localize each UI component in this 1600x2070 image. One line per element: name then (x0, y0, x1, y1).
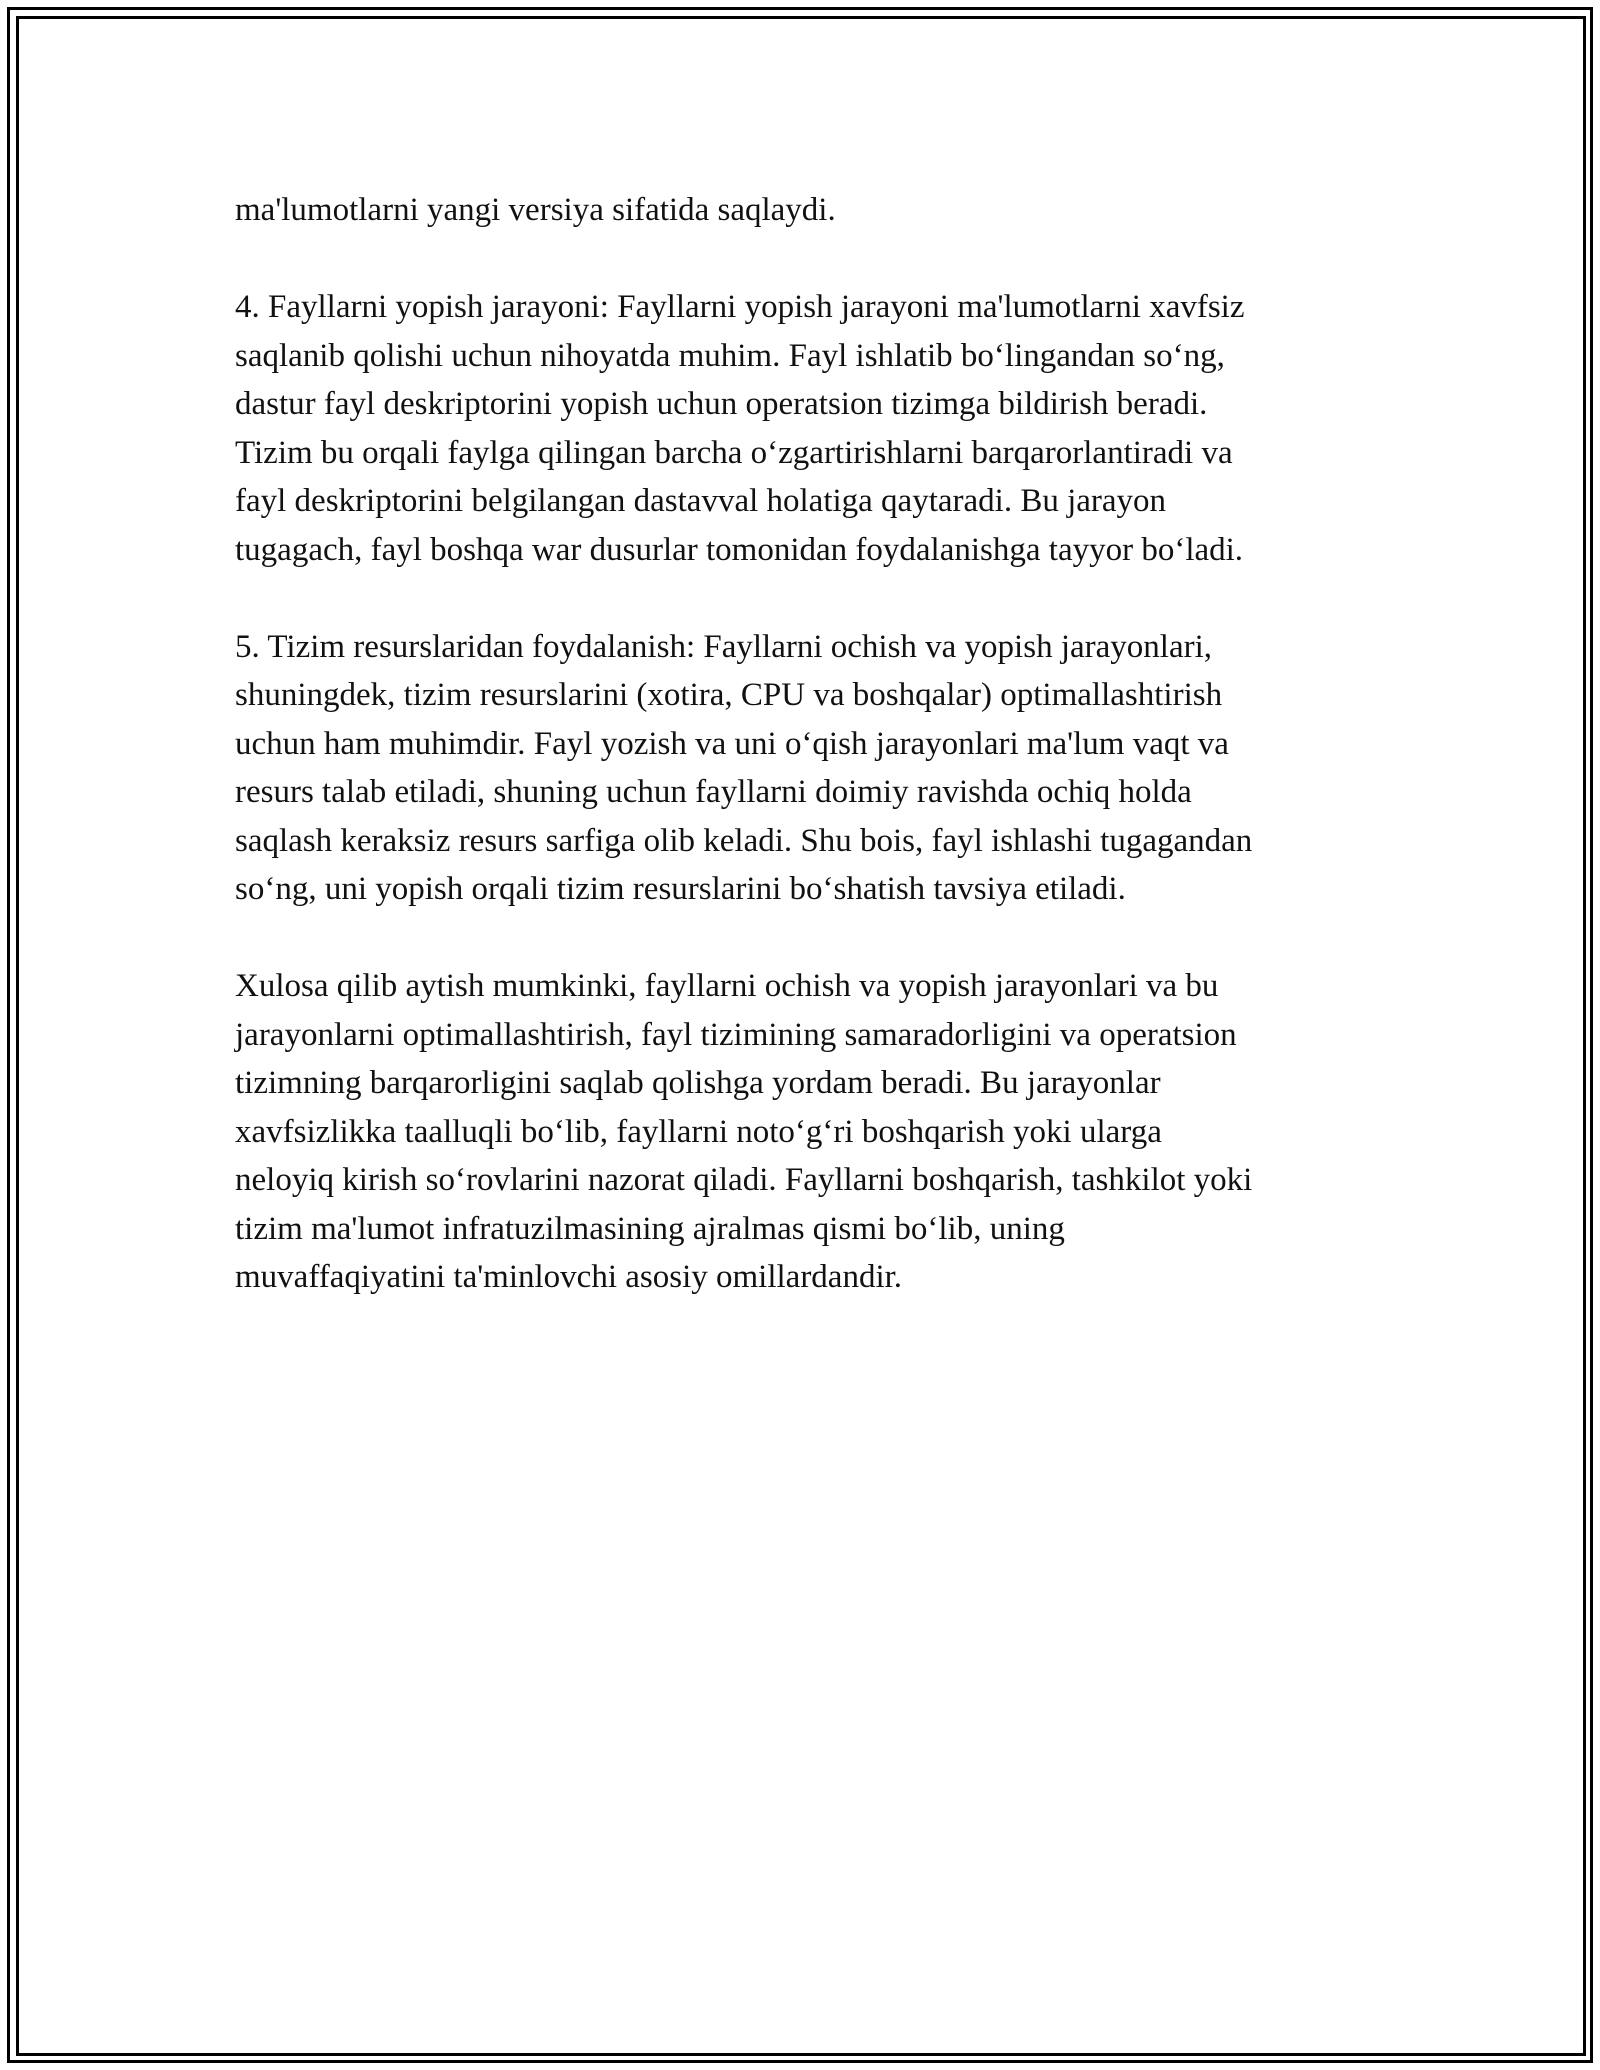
text-line: xavfsizlikka taalluqli bo‘lib, fayllarni noto‘g‘ri boshqarish yoki ularga (235, 1113, 1162, 1150)
text-line: fayl deskriptorini belgilangan dastavval holatiga qaytaradi. Bu jarayon (235, 483, 1167, 519)
text-line: tugagach, fayl boshqa war dusurlar tomonidan foydalanishga tayyor bo‘ladi. (235, 531, 1244, 568)
text-line: neloyiq kirish so‘rovlarini nazorat qiladi. Fayllarni boshqarish, tashkilot yoki (235, 1162, 1253, 1198)
text-line: resurs talab etiladi, shuning uchun fayllarni doimiy ravishda ochiq holda (235, 774, 1192, 810)
text-line: uchun ham muhimdir. Fayl yozish va uni o‘qish jarayonlari ma'lum vaqt va (235, 725, 1229, 762)
document-body (235, 186, 1395, 1302)
text-line: ma'lumotlarni yangi versiya sifatida saqlaydi. (235, 192, 836, 228)
text-line: tizim ma'lumot infratuzilmasining ajralmas qismi bo‘lib, uning (235, 1210, 1065, 1247)
paragraph-closing-files (235, 283, 1395, 574)
text-line: jarayonlarni optimallashtirish, fayl tizimining samaradorligini va operatsion (235, 1016, 1237, 1053)
paragraph-system-resources (235, 623, 1395, 914)
text-line: Tizim bu orqali faylga qilingan barcha o‘zgartirishlarni barqarorlantiradi va (235, 434, 1233, 471)
text-line: 4. Fayllarni yopish jarayoni: Fayllarni yopish jarayoni ma'lumotlarni xavfsiz (235, 289, 1245, 325)
text-line: muvaffaqiyatini ta'minlovchi asosiy omillardandir. (235, 1259, 903, 1295)
text-line: so‘ng, uni yopish orqali tizim resurslarini bo‘shatish tavsiya etiladi. (235, 871, 1126, 907)
text-line: shuningdek, tizim resurslarini (xotira, CPU va boshqalar) optimallashtirish (235, 677, 1223, 713)
paragraph-conclusion (235, 962, 1395, 1302)
text-line: saqlanib qolishi uchun nihoyatda muhim. Fayl ishlatib bo‘lingandan so‘ng, (235, 337, 1225, 374)
text-line: 5. Tizim resurslaridan foydalanish: Fayllarni ochish va yopish jarayonlari, (235, 628, 1212, 665)
text-line: saqlash keraksiz resurs sarfiga olib keladi. Shu bois, fayl ishlashi tugagandan (235, 822, 1253, 859)
text-line: Xulosa qilib aytish mumkinki, fayllarni ochish va yopish jarayonlari va bu (235, 968, 1219, 1004)
text-line: dastur fayl deskriptorini yopish uchun operatsion tizimga bildirish beradi. (235, 386, 1208, 422)
paragraph-continuation (235, 186, 1395, 235)
text-line: tizimning barqarorligini saqlab qolishga yordam beradi. Bu jarayonlar (235, 1065, 1161, 1101)
